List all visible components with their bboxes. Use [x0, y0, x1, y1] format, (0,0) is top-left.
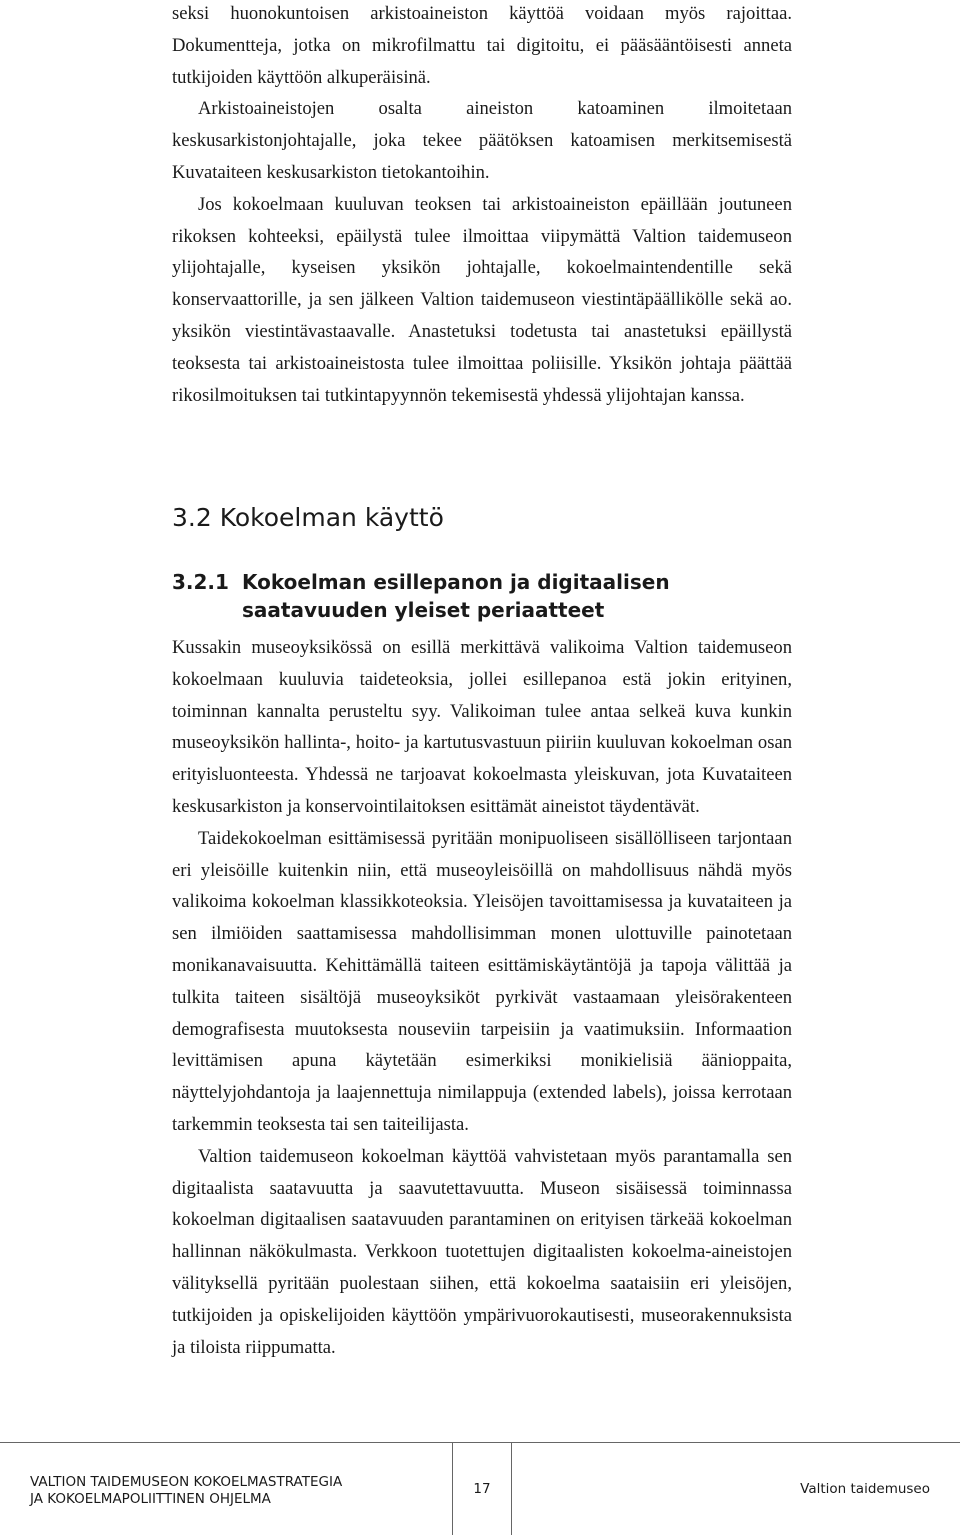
subsection-body — [172, 632, 792, 1363]
subsection-title-line2: saatavuuden yleiset periaatteet — [242, 598, 605, 622]
paragraph-presentation: Taidekokoelman esittämisessä pyritään monipuoliseen sisällölliseen tarjontaan eri yleisöille kuitenkin niin, että museoyleisöillä on mahdollisuus nähdä myös valikoima kokoelman klassikkoteoksia. Yleisöjen tavoittamisessa ja kuvataiteen ja sen ilmiöiden saattamisessa mahdollisimman monen ulottuville painotetaan monikanavaisuutta. Kehittämällä taiteen esittämiskäytäntöjä ja tapoja välittää ja tulkita taiteen sisältöjä museoyksiköt pyrkivät vastaamaan yleisörakenteen demografisesta muutoksesta nouseviin tarpeisiin ja vaatimuksiin. Informaation levittämisen apuna käytetään esimerkiksi monikielisiä äänioppaita, näyttelyjohdantoja ja laajennettuja nimilappuja (extended labels), joissa kerrotaan tarkemmin teoksesta tai sen taiteilijasta. — [172, 827, 792, 1135]
subsection-title — [242, 568, 670, 624]
subsection-heading — [172, 568, 670, 624]
paragraph-digital-access: Valtion taidemuseon kokoelman käyttöä vahvistetaan myös parantamalla sen digitaalista saatavuutta ja saavutettavuutta. Museon sisäisessä toiminnassa kokoelman digitaalisen saatavuuden parantaminen on erityisen tärkeää kokoelman hallinnan näkökulmasta. Verkkoon tuotettujen digitaalisten kokoelma-aineistojen välityksellä pyritään puolestaan siihen, että kokoelma saataisiin eri yleisöjen, tutkijoiden ja opiskelijoiden käyttöön ympärivuorokautisesti, museorakennuksista ja tiloista riippumatta. — [172, 1145, 792, 1358]
footer-title-line2: JA KOKOELMAPOLIITTINEN OHJELMA — [30, 1491, 271, 1507]
paragraph-missing-archive: Arkistoaineistojen osalta aineiston katoaminen ilmoitetaan keskusarkistonjohtajalle, joka tekee päätöksen katoamisen merkitsemisestä Kuvataiteen keskusarkiston tietokantoihin. — [172, 98, 792, 183]
paragraph-crime-report: Jos kokoelmaan kuuluvan teoksen tai arkistoaineiston epäillään joutuneen rikoksen kohteeksi, epäilystä tulee ilmoittaa viipymättä Valtion taidemuseon ylijohtajalle, kyseisen yksikön johtajalle, kokoelmaintendentille sekä konservaattorille, ja sen jälkeen Valtion taidemuseon viestintäpäällikölle sekä ao. yksikön viestintävastaavalle. Anastetuksi todetusta tai anastetuksi epäillystä teoksesta tai arkistoaineistosta tulee ilmoittaa poliisille. Yksikön johtaja päättää rikosilmoituksen tai tutkintapyynnön tekemisestä yhdessä ylijohtajan kanssa. — [172, 193, 792, 406]
section-heading: 3.2 Kokoelman käyttö — [172, 503, 444, 532]
footer-publisher: Valtion taidemuseo — [800, 1481, 930, 1497]
page-number: 17 — [452, 1442, 512, 1535]
paragraph-display-selection: Kussakin museoyksikössä on esillä merkittävä valikoima Valtion taidemuseon kokoelmaan kuuluvia taideteoksia, jollei esillepanoa estä jokin erityinen, toiminnan kannalta perusteltu syy. Valikoiman tulee antaa selkeä kuva kunkin museoyksikön hallinta-, hoito- ja kartutusvastuun piiriin kuuluvan kokoelman osan erityisluonteesta. Yhdessä ne tarjoavat kokoelmasta yleiskuvan, jota Kuvataiteen keskusarkiston ja konservointilaitoksen esittämät aineistot täydentävät. — [172, 637, 792, 817]
footer-publication-title — [30, 1474, 342, 1508]
paragraph-intro: seksi huonokuntoisen arkistoaineiston käyttöä voidaan myös rajoittaa. Dokumentteja, jotka on mikrofilmattu tai digitoitu, ei pääsääntöisesti anneta tutkijoiden käyttöön alkuperäisinä. — [172, 3, 792, 88]
footer-title-line1: VALTION TAIDEMUSEON KOKOELMASTRATEGIA — [30, 1474, 343, 1490]
page-content — [172, 0, 792, 1358]
subsection-title-line1: Kokoelman esillepanon ja digitaalisen — [242, 570, 670, 594]
page-footer — [0, 1442, 960, 1535]
subsection-number: 3.2.1 — [172, 570, 229, 594]
